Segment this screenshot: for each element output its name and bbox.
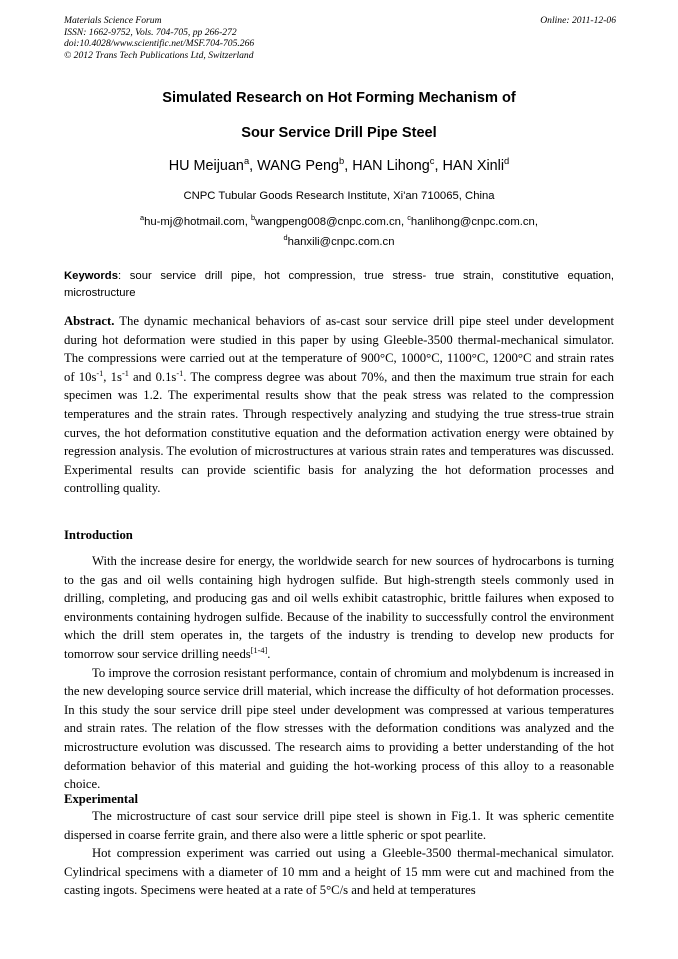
keywords-section xyxy=(64,268,614,302)
email-list: $^a$hu-mj@hotmail.com, $^b$wangpeng008@cnpc.com.cn, $^c$hanlihong@cnpc.com.cn, $^d$hanxili@cnpc.com.cn xyxy=(140,213,538,248)
paragraph-text: With the increase desire for energy, the worldwide search for new sources of hydrocarbons is turning to the gas and oil wells containing high hydrogen sulfide. But high-strength steels commonly used in drilling, completing, and producing gas and oil wells exhibit catastrophic, brittle failures when exposed to environments containing hydrogen sulfide. Because of the inability to successfully control the environment which the drill stem operates in, the targets of the industry is trending to develop new products for tomorrow sour service drilling needs xyxy=(64,554,614,661)
abstract-text: , 1s xyxy=(103,369,122,384)
author-name: HAN Lihong xyxy=(352,158,430,174)
journal-name: Materials Science Forum xyxy=(64,15,162,26)
citation-ref: [1-4] xyxy=(250,645,268,655)
email-superscript: b xyxy=(251,213,256,223)
email-address: hanxili@cnpc.com.cn xyxy=(287,236,395,248)
abstract-label: Abstract. xyxy=(64,314,115,328)
author-superscript: c xyxy=(429,156,435,167)
copyright-line: © 2012 Trans Tech Publications Ltd, Switzerland xyxy=(64,49,254,61)
paragraph xyxy=(64,552,614,664)
author-superscript: a xyxy=(243,156,250,167)
author-name: HU Meijuan xyxy=(168,158,244,174)
author-name: HAN Xinli xyxy=(442,158,505,174)
paragraph-text: . xyxy=(267,646,271,661)
affiliation: CNPC Tubular Goods Research Institute, Xi'an 710065, China xyxy=(183,190,495,202)
email-address: wangpeng008@cnpc.com.cn xyxy=(255,216,401,228)
keywords-label: Keywords xyxy=(64,270,118,282)
online-date: Online: 2011-12-06 xyxy=(540,15,616,26)
keywords-text: : sour service drill pipe, hot compression, true stress- true strain, constitutive equation, microstructure xyxy=(64,270,614,299)
abstract-text: . The compress degree was about 70%, and then the maximum true strain for each specimen was 1.2. The experimental results show that the peak stress was related to the compression temperatures and the strain rates. Through respectively analyzing and studying the true stress-true strain curves, the hot deformation constitutive equation and the deformation activation energy were obtained by regression analysis. The evolution of microstructures at various strain rates and temperatures was discussed. Experimental results can provide scientific basis for analyzing the hot deformation processes and controlling quality. xyxy=(64,369,614,496)
abstract-text: and 0.1s xyxy=(128,369,177,384)
email-superscript: c xyxy=(407,213,411,223)
experimental-heading: Experimental xyxy=(64,792,139,806)
issn-line: ISSN: 1662-9752, Vols. 704-705, pp 266-272 xyxy=(64,26,237,38)
abstract-superscript: -1 xyxy=(121,368,129,378)
paragraph: Hot compression experiment was carried out using a Gleeble-3500 thermal-mechanical simulator. Cylindrical specimens with a diameter of 10 mm and a height of 15 mm were cut and machined from the casting ingots. Specimens were heated at a rate of 5°C/s and held at temperatures xyxy=(64,846,614,898)
email-superscript: a xyxy=(140,213,145,223)
paragraph: To improve the corrosion resistant performance, contain of chromium and molybdenum is increased in the new developing source service drill material, which increase the difficulty of hot deformation processes. In this study the sour service drill pipe steel under development was compressed at various temperatures and strain rates. The relation of the flow stresses with the deformation conditions was analyzed and the microstructure evolution was discussed. The research aims to providing a better understanding of the hot deformation behavior of this material and guiding the hot-working process of this alloy to a reasonable choice. xyxy=(64,665,614,792)
abstract-text: The dynamic mechanical behaviors of as-cast sour service drill pipe steel under development during hot deformation were studied in this paper by using Gleeble-3500 thermal-mechanical simulator. The compressions were carried out at the temperature of 900°C, 1000°C, 1100°C, 1200°C and strain rates of 10s xyxy=(64,314,614,384)
author-superscript: b xyxy=(338,156,345,167)
email-address: hanlihong@cnpc.com.cn xyxy=(410,216,535,228)
paragraph: The microstructure of cast sour service drill pipe steel is shown in Fig.1. It was spheric cementite dispersed in coarse ferrite grain, and there also were a little spheric or spot pearlite. xyxy=(64,809,614,842)
experimental-section xyxy=(64,807,614,900)
introduction-heading: Introduction xyxy=(64,528,133,542)
paper-title-line-1: Simulated Research on Hot Forming Mechanism of xyxy=(162,90,516,106)
author-superscript: d xyxy=(504,156,510,167)
abstract-superscript: -1 xyxy=(96,368,104,378)
journal-header xyxy=(64,15,616,61)
author-list: HU Meijuan$^a$, WANG Peng$^b$, HAN Lihong$^c$, HAN Xinli$^d$ xyxy=(168,156,510,174)
abstract-section xyxy=(64,312,614,498)
email-superscript: d xyxy=(283,233,288,243)
doi-line: doi:10.4028/www.scientific.net/MSF.704-705.266 xyxy=(64,38,255,49)
paper-title-line-2: Sour Service Drill Pipe Steel xyxy=(241,125,437,141)
email-address: hu-mj@hotmail.com xyxy=(144,216,245,228)
abstract-superscript: -1 xyxy=(176,368,184,378)
introduction-section xyxy=(64,552,614,794)
author-name: WANG Peng xyxy=(257,158,339,174)
